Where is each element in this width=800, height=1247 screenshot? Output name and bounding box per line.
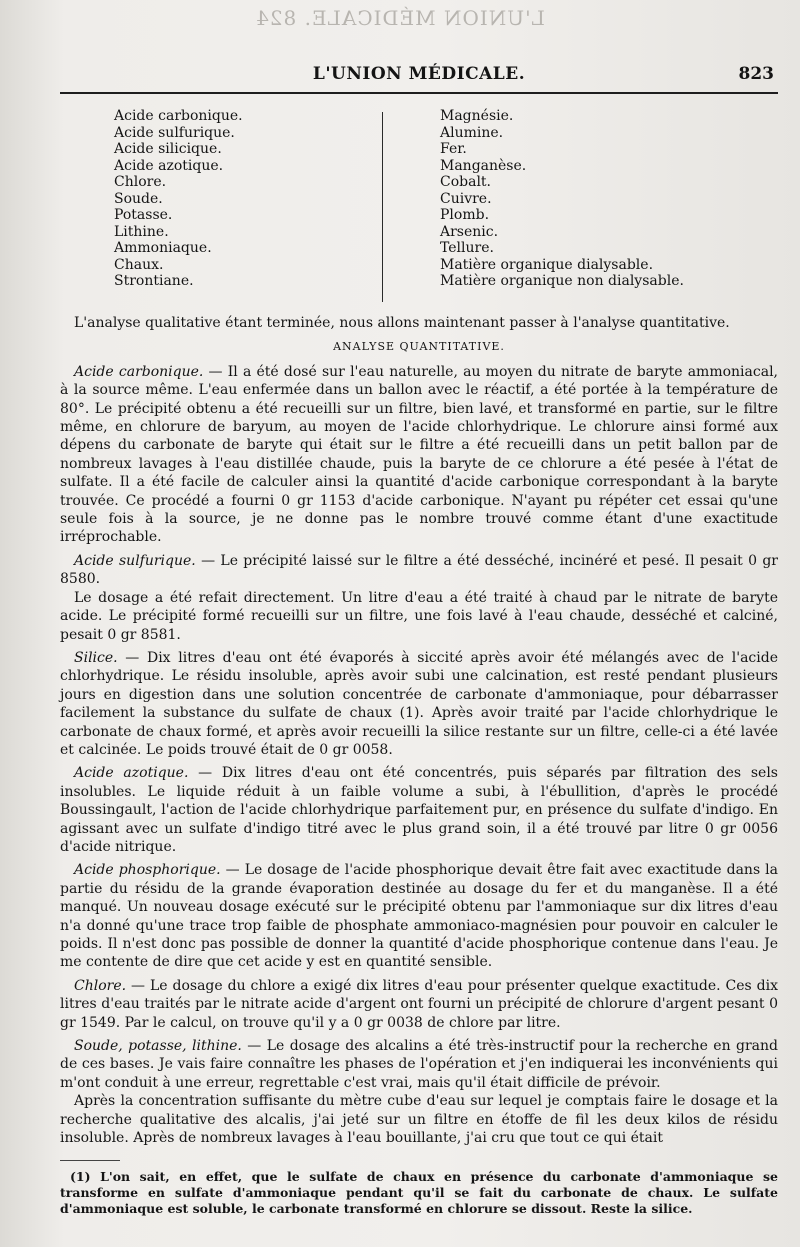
element-list-left <box>114 108 243 290</box>
journal-title: L'UNION MÉDICALE. <box>312 64 526 84</box>
paragraph-body: — Il a été dosé sur l'eau naturelle, au moyen du nitrate de baryte ammoniacal, à la source même. L'eau enfermée dans un ballon avec le réactif, a été portée à la température de 80°. Le précipité obtenu a été recueilli sur un filtre, bien lavé, et transformé en partie, sur le filtre même, en chlorure de baryum, au moyen de l'acide chlorhydrique. Le chlorure ainsi formé aux dépens du carbonate de baryte qui était sur le filtre a été recueilli dans un petit ballon par de nombreux lavages à l'eau distillée chaude, puis la baryte de ce chlorure a été pesée à l'état de sulfate. Il a été facile de calculer ainsi la quantité d'acide carbonique correspondant à la baryte trouvée. Ce procédé a fourni 0 gr 1153 d'acide carbonique. N'ayant pu répéter cet essai qu'une seule fois à la source, je ne donne pas le nombre trouvé comme étant d'une exactitude irréprochable. <box>60 363 778 546</box>
paragraph-nitric <box>60 764 778 856</box>
element-list-item: Matière organique non dialysable. <box>440 273 684 289</box>
paragraph-lead: Acide azotique. <box>74 765 189 782</box>
paragraph-sulfuric <box>60 552 778 589</box>
paragraph-carbonic <box>60 363 778 547</box>
element-list-item: Cuivre. <box>440 190 492 207</box>
page-number: 823 <box>738 64 774 84</box>
element-list-item: Manganèse. <box>440 157 527 174</box>
element-list-item: Potasse. <box>114 207 173 223</box>
element-list-item: Cobalt. <box>440 174 492 190</box>
footnote-text: (1) L'on sait, en effet, que le sulfate de chaux en présence du carbonate d'ammoniaque se transforme en sulfate d'ammoniaque pendant qu'il se fait du carbonate de chaux. Le sulfate d'ammoniaque est soluble, le carbonate transformé en chlorure se dissout. Reste la silice. <box>60 1169 778 1216</box>
element-list-item: Acide carbonique. <box>114 108 243 124</box>
intro-paragraph: L'analyse qualitative étant terminée, nous allons maintenant passer à l'analyse quantitative. <box>74 315 730 331</box>
paragraph-silica <box>60 649 778 759</box>
paragraph-body: — Dix litres d'eau ont été concentrés, puis séparés par filtration des sels insolubles. Le liquide réduit à un faible volume a subi, à l'ébullition, d'après le procédé Boussingault, l'action de l'acide chlorhydrique parfaitement pur, en présence du sulfate d'indigo. En agissant avec un sulfate d'indigo titré avec le plus grand soin, il a été trouvé par litre 0 gr 0056 d'acide nitrique. <box>60 765 778 855</box>
element-list-item: Lithine. <box>114 223 169 240</box>
column-divider <box>382 112 383 302</box>
element-list-item: Fer. <box>440 141 467 157</box>
paragraph-alkalis <box>60 1037 778 1092</box>
element-list-item: Tellure. <box>440 240 494 256</box>
footnote-rule <box>60 1160 120 1161</box>
paragraph-body: — Le dosage des alcalins a été très-instructif pour la recherche en grand de ces bases. Je vais faire connaître les phases de l'opération et j'en indiquerai les inconvénients qui m'ont conduit à une erreur, regrettable c'est vrai, mais qu'il était difficile de prévoir. <box>60 1038 778 1091</box>
paragraph-body: — Dix litres d'eau ont été évaporés à siccité après avoir été mélangés avec de l'acide chlorhydrique. Le résidu insoluble, après avoir subi une calcination, est resté pendant plusieurs jours en digestion dans une solution concentrée de carbonate d'ammoniaque, pour débarrasser facilement la substance du sulfate de chaux (1). Après avoir traité par l'acide chlorhydrique le carbonate de chaux formé, et après avoir recueilli la silice restante sur un filtre, celle-ci a été lavée et calcinée. Le poids trouvé était de 0 gr 0058. <box>60 649 778 758</box>
paragraph-sulfuric-2: Le dosage a été refait directement. Un litre d'eau a été traité à chaud par le nitrate de baryte acide. Le précipité formé recueilli sur un filtre, une fois lavé à l'eau chaude, desséché et calciné, pesait 0 gr 8581. <box>60 589 778 643</box>
element-list <box>60 108 778 306</box>
element-list-item: Chaux. <box>114 256 164 273</box>
paragraph-concentration: Après la concentration suffisante du mètre cube d'eau sur lequel je comptais faire le dosage et la recherche qualitative des alcalis, j'ai jeté sur un filtre en étoffe de fil les deux kilos de résidu insoluble. Après de nombreux lavages à l'eau bouillante, j'ai cru que tout ce qui était <box>60 1093 778 1147</box>
bleed-through-text: L'UNION MÉDICALE. 824 <box>255 6 545 30</box>
running-header <box>60 58 778 94</box>
footnote <box>60 1169 778 1217</box>
element-list-item: Ammoniaque. <box>114 240 212 256</box>
paragraph-phosphoric <box>60 861 778 971</box>
element-list-item: Soude. <box>114 190 163 207</box>
element-list-item: Magnésie. <box>440 108 514 124</box>
element-list-item: Acide sulfurique. <box>114 124 235 141</box>
element-list-item: Alumine. <box>440 124 504 141</box>
element-list-item: Matière organique dialysable. <box>440 256 654 273</box>
paragraph-body: — Le précipité laissé sur le filtre a été desséché, incinéré et pesé. Il pesait 0 gr 8580. <box>60 552 778 588</box>
paragraph-lead: Acide sulfurique. <box>74 552 196 569</box>
paragraph-lead: Chlore. <box>74 977 127 994</box>
element-list-item: Strontiane. <box>114 273 194 289</box>
paragraph-chlorine <box>60 977 778 1032</box>
paragraph-lead: Acide phosphorique. <box>74 862 221 879</box>
paragraph-lead: Soude, potasse, lithine. <box>74 1038 242 1055</box>
body-text <box>60 314 778 1147</box>
element-list-item: Arsenic. <box>440 223 499 240</box>
element-list-item: Plomb. <box>440 207 490 223</box>
paragraph-lead: Silice. <box>74 649 118 666</box>
paragraph-body: — Le dosage du chlore a exigé dix litres d'eau pour présenter quelque exactitude. Ces dix litres d'eau traités par le nitrate acide d'argent ont fourni un précipité de chlorure d'argent pesant 0 gr 1549. Par le calcul, on trouve qu'il y a 0 gr 0038 de chlore par litre. <box>60 977 778 1031</box>
section-heading: ANALYSE QUANTITATIVE. <box>333 340 505 354</box>
paragraph-lead: Acide carbonique. <box>74 363 204 380</box>
element-list-right <box>440 108 684 290</box>
paragraph-body: — Le dosage de l'acide phosphorique devait être fait avec exactitude dans la partie du résidu de la grande évaporation destinée au dosage du fer et du manganèse. Il a été manqué. Un nouveau dosage exécuté sur le précipité obtenu par l'ammoniaque sur dix litres d'eau n'a donné qu'une trace trop faible de phosphate ammoniaco-magnésien pour pouvoir en calculer le poids. Il n'est donc pas possible de donner la quantité d'acide phosphorique contenue dans l'eau. Je me contente de dire que cet acide y est en quantité sensible. <box>60 862 778 971</box>
element-list-item: Acide silicique. <box>114 141 222 157</box>
element-list-item: Acide azotique. <box>114 157 224 174</box>
element-list-item: Chlore. <box>114 174 167 190</box>
